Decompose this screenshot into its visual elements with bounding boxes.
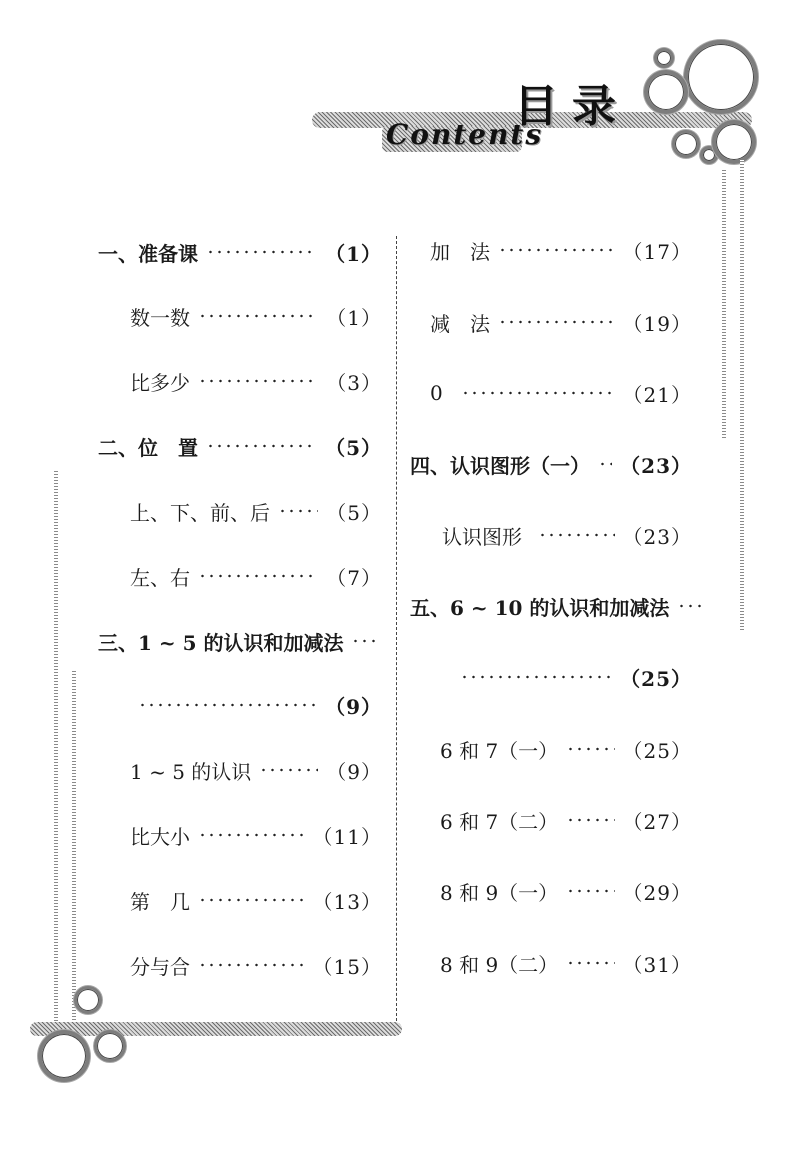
- dot-leader: [677, 603, 703, 609]
- footer-band: [30, 1022, 402, 1036]
- toc-entry[interactable]: [130, 298, 382, 334]
- dot-leader: [198, 897, 305, 903]
- toc-entry-label: 认识图形: [442, 524, 522, 549]
- toc-entry[interactable]: [130, 363, 382, 399]
- toc-entry[interactable]: [130, 817, 382, 853]
- toc-entry[interactable]: [410, 588, 692, 624]
- toc-entry[interactable]: [430, 375, 692, 411]
- toc-entry-label: 一、准备课: [98, 241, 198, 266]
- toc-entry-page: （15）: [312, 954, 382, 979]
- toc-entry[interactable]: [130, 947, 382, 983]
- circle-decoration-small: [74, 986, 102, 1014]
- toc-entry[interactable]: [138, 687, 382, 723]
- toc-entry[interactable]: [430, 304, 692, 340]
- dot-leader: [566, 746, 614, 752]
- vertical-stripe-decoration: [722, 168, 726, 438]
- toc-entry[interactable]: [410, 446, 692, 482]
- toc-entry-page: （23）: [620, 453, 692, 478]
- dot-leader: [198, 573, 318, 579]
- dot-leader: [566, 817, 614, 823]
- dot-leader: [566, 960, 614, 966]
- toc-entry-page: （5）: [325, 435, 382, 460]
- toc-entry-label: 比多少: [130, 370, 190, 395]
- page-title: 目录: [514, 81, 630, 132]
- toc-entry-label: 数一数: [130, 305, 190, 330]
- toc-entry[interactable]: [440, 945, 692, 981]
- toc-entry[interactable]: [98, 428, 382, 464]
- toc-entry-label: 二、位 置: [98, 435, 198, 460]
- toc-entry[interactable]: [98, 623, 382, 659]
- dot-leader: [206, 249, 317, 255]
- toc-entry-page: （17）: [622, 239, 692, 264]
- toc-entry-page: （31）: [622, 952, 692, 977]
- toc-entry-label: 比大小: [130, 824, 190, 849]
- vertical-stripe-decoration: [72, 670, 76, 1020]
- circle-decoration-medium: [672, 130, 700, 158]
- toc-entry-page: （19）: [622, 311, 692, 336]
- toc-entry-label: 8 和 9（一）: [440, 880, 559, 905]
- toc-entry-label: 减 法: [430, 311, 490, 336]
- dot-leader: [198, 832, 305, 838]
- toc-entry-label: 1 ~ 5 的认识: [130, 759, 252, 784]
- page-subtitle: Contents: [386, 118, 544, 151]
- dot-leader: [198, 313, 318, 319]
- toc-entry-page: （23）: [622, 524, 692, 549]
- dot-leader: [198, 378, 318, 384]
- dot-leader: [351, 638, 377, 644]
- toc-entry-page: （25）: [622, 738, 692, 763]
- toc-entry-page: （5）: [326, 500, 382, 525]
- toc-entry-label: 左、右: [130, 565, 190, 590]
- vertical-stripe-decoration: [740, 160, 744, 630]
- circle-decoration-large: [712, 120, 756, 164]
- dot-leader: [138, 702, 317, 708]
- toc-entry-page: （25）: [620, 666, 692, 691]
- dot-leader: [498, 319, 615, 325]
- dot-leader: [498, 247, 615, 253]
- dot-leader: [206, 443, 317, 449]
- toc-entry[interactable]: [98, 234, 382, 270]
- toc-entry[interactable]: [130, 752, 382, 788]
- toc-entry-label: 分与合: [130, 954, 190, 979]
- toc-entry-label: 6 和 7（二）: [440, 809, 559, 834]
- toc-entry[interactable]: [442, 517, 692, 553]
- toc-entry-page: （7）: [326, 565, 382, 590]
- circle-decoration-medium: [644, 70, 688, 114]
- toc-entry-label: 0: [430, 381, 443, 405]
- toc-entry-label: 6 和 7（一）: [440, 738, 559, 763]
- toc-entry[interactable]: [130, 558, 382, 594]
- toc-entry-page: （1）: [326, 305, 382, 330]
- toc-entry-label: 8 和 9（二）: [440, 952, 559, 977]
- toc-entry[interactable]: [460, 659, 692, 695]
- toc-entry[interactable]: [440, 731, 692, 767]
- toc-entry-page: （3）: [326, 370, 382, 395]
- dot-leader: [566, 888, 614, 894]
- circle-decoration-small: [654, 48, 674, 68]
- circle-decoration-medium: [94, 1030, 126, 1062]
- toc-entry-label: 三、1 ~ 5 的认识和加减法: [98, 630, 344, 655]
- toc-entry-page: （29）: [622, 880, 692, 905]
- toc-entry-page: （13）: [312, 889, 382, 914]
- toc-entry-label: 四、认识图形（一）: [410, 453, 590, 478]
- toc-entry-page: （21）: [622, 382, 692, 407]
- toc-entry-page: （9）: [325, 694, 382, 719]
- dot-leader: [538, 532, 615, 538]
- dot-leader: [461, 390, 615, 396]
- column-divider: [396, 236, 397, 1026]
- vertical-stripe-decoration: [54, 470, 58, 1030]
- toc-entry[interactable]: [440, 802, 692, 838]
- toc-entry-page: （9）: [326, 759, 382, 784]
- toc-entry-page: （1）: [325, 241, 382, 266]
- toc-entry-label: 五、6 ~ 10 的认识和加减法: [410, 595, 670, 620]
- toc-entry-page: （27）: [622, 809, 692, 834]
- dot-leader: [278, 508, 318, 514]
- toc-entry[interactable]: [440, 873, 692, 909]
- dot-leader: [598, 461, 612, 467]
- circle-decoration-large: [684, 40, 758, 114]
- toc-entry[interactable]: [130, 493, 382, 529]
- toc-entry-label: 加 法: [430, 239, 490, 264]
- toc-entry-page: （11）: [312, 824, 382, 849]
- dot-leader: [198, 962, 305, 968]
- toc-entry-label: 上、下、前、后: [130, 500, 270, 525]
- toc-entry[interactable]: [130, 882, 382, 918]
- toc-entry-label: 第 几: [130, 889, 190, 914]
- dot-leader: [259, 767, 318, 773]
- toc-entry[interactable]: [430, 232, 692, 268]
- circle-decoration-large: [38, 1030, 90, 1082]
- dot-leader: [460, 674, 612, 680]
